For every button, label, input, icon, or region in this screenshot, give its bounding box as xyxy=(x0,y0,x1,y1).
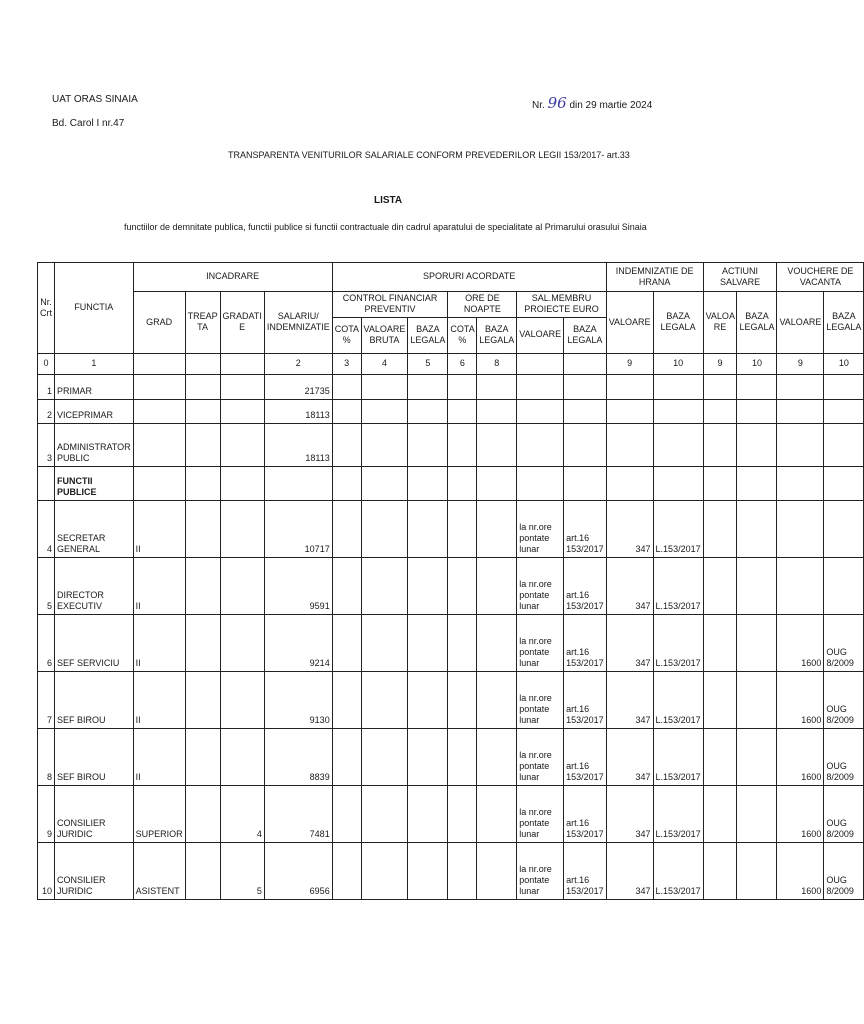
header-ore-noapte: ORE DE NOAPTE xyxy=(448,292,517,318)
row-nr: 5 xyxy=(38,557,55,614)
row-hrana-baza: L.153/2017 xyxy=(653,500,703,557)
row-functia: CONSILIER JURIDIC xyxy=(54,785,133,842)
row-hrana-baza xyxy=(653,466,703,500)
header-control: CONTROL FINANCIAR PREVENTIV xyxy=(332,292,448,318)
row-treapta xyxy=(185,423,220,466)
row-hrana-valoare: 347 xyxy=(606,728,653,785)
row-treapta xyxy=(185,842,220,899)
row-hrana-valoare xyxy=(606,374,653,399)
header-functia: FUNCTIA xyxy=(54,263,133,354)
row-proiect-baza xyxy=(564,374,607,399)
index-cell: 1 xyxy=(54,353,133,374)
row-treapta xyxy=(185,671,220,728)
row-hrana-baza xyxy=(653,374,703,399)
header-valoare-bruta: VALOARE BRUTA xyxy=(361,317,408,353)
row-nr: 7 xyxy=(38,671,55,728)
index-cell: 8 xyxy=(477,353,517,374)
row-treapta xyxy=(185,728,220,785)
row-salvare-valoare xyxy=(703,399,737,423)
header-gradatie: GRADATI E xyxy=(220,292,264,354)
row-cota xyxy=(332,614,361,671)
row-proiect-valoare: la nr.ore pontate lunar xyxy=(517,557,564,614)
number-label: Nr. xyxy=(532,100,545,111)
row-gradatie xyxy=(220,500,264,557)
row-hrana-valoare: 347 xyxy=(606,500,653,557)
row-baza-legala xyxy=(408,557,448,614)
row-baza-legala xyxy=(408,466,448,500)
row-ore-baza xyxy=(477,423,517,466)
row-voucher-valoare xyxy=(777,374,824,399)
row-voucher-baza xyxy=(824,500,864,557)
row-proiect-valoare: la nr.ore pontate lunar xyxy=(517,728,564,785)
table-body xyxy=(38,374,864,899)
row-cota xyxy=(332,423,361,466)
header-incadrare: INCADRARE xyxy=(133,263,332,292)
row-hrana-valoare: 347 xyxy=(606,842,653,899)
row-salariu: 10717 xyxy=(264,500,332,557)
row-nr: 10 xyxy=(38,842,55,899)
row-voucher-valoare: 1600 xyxy=(777,614,824,671)
row-cota xyxy=(332,671,361,728)
row-functia: PRIMAR xyxy=(54,374,133,399)
index-cell: 9 xyxy=(777,353,824,374)
row-salvare-baza xyxy=(737,500,777,557)
row-salariu: 18113 xyxy=(264,423,332,466)
index-cell: 10 xyxy=(737,353,777,374)
row-ore-cota xyxy=(448,466,477,500)
row-gradatie xyxy=(220,728,264,785)
index-cell xyxy=(517,353,564,374)
document-number xyxy=(532,94,652,112)
institution-name: UAT ORAS SINAIA xyxy=(52,94,138,105)
row-salvare-baza xyxy=(737,399,777,423)
row-hrana-valoare xyxy=(606,466,653,500)
row-hrana-baza xyxy=(653,423,703,466)
row-ore-baza xyxy=(477,557,517,614)
row-gradatie xyxy=(220,466,264,500)
row-voucher-valoare: 1600 xyxy=(777,785,824,842)
row-functia: CONSILIER JURIDIC xyxy=(54,842,133,899)
header-valoare: VALOARE xyxy=(517,317,564,353)
row-salvare-baza xyxy=(737,614,777,671)
row-proiect-valoare: la nr.ore pontate lunar xyxy=(517,614,564,671)
index-cell xyxy=(220,353,264,374)
row-functia: VICEPRIMAR xyxy=(54,399,133,423)
row-baza-legala xyxy=(408,785,448,842)
row-proiect-baza xyxy=(564,423,607,466)
row-salariu: 9214 xyxy=(264,614,332,671)
row-proiect-baza xyxy=(564,399,607,423)
table-row xyxy=(38,728,864,785)
row-ore-cota xyxy=(448,728,477,785)
row-ore-cota xyxy=(448,671,477,728)
row-cota xyxy=(332,557,361,614)
row-baza-legala xyxy=(408,399,448,423)
header-row-1 xyxy=(38,263,864,292)
row-proiect-valoare: la nr.ore pontate lunar xyxy=(517,500,564,557)
row-ore-baza xyxy=(477,500,517,557)
row-baza-legala xyxy=(408,374,448,399)
row-proiect-baza: art.16 153/2017 xyxy=(564,785,607,842)
table-row xyxy=(38,785,864,842)
header-hrana-baza: BAZA LEGALA xyxy=(653,292,703,354)
row-valoare-bruta xyxy=(361,785,408,842)
row-proiect-baza: art.16 153/2017 xyxy=(564,842,607,899)
row-proiect-baza: art.16 153/2017 xyxy=(564,500,607,557)
row-salariu xyxy=(264,466,332,500)
row-voucher-baza: OUG 8/2009 xyxy=(824,671,864,728)
table-row xyxy=(38,500,864,557)
index-cell: 6 xyxy=(448,353,477,374)
row-grad xyxy=(133,374,185,399)
row-ore-baza xyxy=(477,671,517,728)
row-ore-baza xyxy=(477,399,517,423)
row-nr xyxy=(38,466,55,500)
institution-address: Bd. Carol I nr.47 xyxy=(52,118,125,129)
row-voucher-baza xyxy=(824,374,864,399)
row-grad xyxy=(133,423,185,466)
row-salvare-valoare xyxy=(703,614,737,671)
header-treapta: TREAP TA xyxy=(185,292,220,354)
row-proiect-baza: art.16 153/2017 xyxy=(564,671,607,728)
row-voucher-baza: OUG 8/2009 xyxy=(824,614,864,671)
row-grad: II xyxy=(133,500,185,557)
header-row-2 xyxy=(38,292,864,318)
row-salvare-baza xyxy=(737,785,777,842)
row-voucher-valoare xyxy=(777,423,824,466)
row-salvare-valoare xyxy=(703,785,737,842)
header-grad: GRAD xyxy=(133,292,185,354)
row-voucher-baza: OUG 8/2009 xyxy=(824,728,864,785)
list-title: LISTA xyxy=(374,195,403,206)
row-salvare-valoare xyxy=(703,374,737,399)
row-salvare-baza xyxy=(737,557,777,614)
row-voucher-valoare xyxy=(777,466,824,500)
row-cota xyxy=(332,374,361,399)
index-cell: 9 xyxy=(606,353,653,374)
row-voucher-baza: OUG 8/2009 xyxy=(824,785,864,842)
row-baza-legala xyxy=(408,423,448,466)
row-hrana-baza xyxy=(653,399,703,423)
row-ore-baza xyxy=(477,374,517,399)
row-salariu: 7481 xyxy=(264,785,332,842)
row-hrana-valoare: 347 xyxy=(606,671,653,728)
row-nr: 8 xyxy=(38,728,55,785)
row-valoare-bruta xyxy=(361,374,408,399)
row-ore-baza xyxy=(477,785,517,842)
header-cota-2: COTA % xyxy=(448,317,477,353)
row-grad: II xyxy=(133,614,185,671)
row-baza-legala xyxy=(408,842,448,899)
table-row xyxy=(38,399,864,423)
row-salariu: 6956 xyxy=(264,842,332,899)
row-voucher-baza xyxy=(824,399,864,423)
row-proiect-valoare xyxy=(517,399,564,423)
row-treapta xyxy=(185,374,220,399)
row-hrana-valoare: 347 xyxy=(606,785,653,842)
row-salvare-baza xyxy=(737,423,777,466)
row-proiect-valoare xyxy=(517,466,564,500)
row-voucher-valoare xyxy=(777,399,824,423)
row-voucher-valoare: 1600 xyxy=(777,842,824,899)
row-hrana-valoare: 347 xyxy=(606,557,653,614)
row-functia: FUNCTII PUBLICE xyxy=(54,466,133,500)
row-salariu: 9591 xyxy=(264,557,332,614)
row-ore-baza xyxy=(477,614,517,671)
index-cell: 9 xyxy=(703,353,737,374)
row-hrana-baza: L.153/2017 xyxy=(653,785,703,842)
row-voucher-baza xyxy=(824,466,864,500)
row-voucher-baza: OUG 8/2009 xyxy=(824,842,864,899)
row-grad: ASISTENT xyxy=(133,842,185,899)
row-hrana-baza: L.153/2017 xyxy=(653,614,703,671)
index-cell xyxy=(133,353,185,374)
row-salvare-baza xyxy=(737,728,777,785)
row-cota xyxy=(332,728,361,785)
row-salvare-valoare xyxy=(703,466,737,500)
header-vouchere-valoare: VALOARE xyxy=(777,292,824,354)
row-nr: 9 xyxy=(38,785,55,842)
row-cota xyxy=(332,842,361,899)
document-date: din 29 martie 2024 xyxy=(569,100,653,111)
row-grad: II xyxy=(133,728,185,785)
row-ore-baza xyxy=(477,466,517,500)
header-baza-legala-3: BAZA LEGALA xyxy=(564,317,607,353)
row-salvare-valoare xyxy=(703,671,737,728)
row-gradatie xyxy=(220,399,264,423)
row-salvare-valoare xyxy=(703,728,737,785)
index-cell: 4 xyxy=(361,353,408,374)
row-valoare-bruta xyxy=(361,614,408,671)
header-nr: Nr. Crt xyxy=(38,263,55,354)
row-functia: SEF BIROU xyxy=(54,728,133,785)
row-gradatie xyxy=(220,557,264,614)
row-nr: 3 xyxy=(38,423,55,466)
row-baza-legala xyxy=(408,614,448,671)
table-row xyxy=(38,557,864,614)
header-salariu: SALARIU/ INDEMNIZATIE xyxy=(264,292,332,354)
header-cota: COTA % xyxy=(332,317,361,353)
row-salariu: 9130 xyxy=(264,671,332,728)
row-cota xyxy=(332,399,361,423)
row-salvare-valoare xyxy=(703,500,737,557)
header-hrana: INDEMNIZATIE DE HRANA xyxy=(606,263,703,292)
row-gradatie xyxy=(220,423,264,466)
row-valoare-bruta xyxy=(361,728,408,785)
row-baza-legala xyxy=(408,728,448,785)
row-baza-legala xyxy=(408,500,448,557)
row-nr: 2 xyxy=(38,399,55,423)
row-salvare-baza xyxy=(737,842,777,899)
row-valoare-bruta xyxy=(361,500,408,557)
row-hrana-baza: L.153/2017 xyxy=(653,671,703,728)
header-hrana-valoare: VALOARE xyxy=(606,292,653,354)
row-salariu: 18113 xyxy=(264,399,332,423)
row-valoare-bruta xyxy=(361,399,408,423)
row-voucher-valoare: 1600 xyxy=(777,728,824,785)
header-vouchere: VOUCHERE DE VACANTA xyxy=(777,263,864,292)
row-salariu: 8839 xyxy=(264,728,332,785)
row-valoare-bruta xyxy=(361,557,408,614)
row-hrana-valoare xyxy=(606,399,653,423)
row-ore-cota xyxy=(448,500,477,557)
row-nr: 1 xyxy=(38,374,55,399)
row-cota xyxy=(332,466,361,500)
row-treapta xyxy=(185,466,220,500)
row-grad xyxy=(133,399,185,423)
row-proiect-valoare xyxy=(517,374,564,399)
row-hrana-valoare: 347 xyxy=(606,614,653,671)
row-salvare-baza xyxy=(737,374,777,399)
header-baza-legala-2: BAZA LEGALA xyxy=(477,317,517,353)
header-baza-legala: BAZA LEGALA xyxy=(408,317,448,353)
row-voucher-valoare: 1600 xyxy=(777,671,824,728)
row-treapta xyxy=(185,785,220,842)
document-title: TRANSPARENTA VENITURILOR SALARIALE CONFORM PREVEDERILOR LEGII 153/2017- art.33 xyxy=(228,150,630,160)
index-row xyxy=(38,353,864,374)
row-proiect-valoare: la nr.ore pontate lunar xyxy=(517,671,564,728)
row-proiect-baza: art.16 153/2017 xyxy=(564,614,607,671)
row-ore-cota xyxy=(448,423,477,466)
row-ore-cota xyxy=(448,399,477,423)
row-valoare-bruta xyxy=(361,423,408,466)
header-salvare-baza: BAZA LEGALA xyxy=(737,292,777,354)
row-hrana-baza: L.153/2017 xyxy=(653,842,703,899)
index-cell: 3 xyxy=(332,353,361,374)
row-grad: II xyxy=(133,557,185,614)
header-salvare: ACTIUNI SALVARE xyxy=(703,263,777,292)
row-gradatie: 4 xyxy=(220,785,264,842)
row-valoare-bruta xyxy=(361,466,408,500)
row-salvare-valoare xyxy=(703,557,737,614)
table-row xyxy=(38,423,864,466)
row-ore-baza xyxy=(477,842,517,899)
row-hrana-baza: L.153/2017 xyxy=(653,557,703,614)
handwritten-number: 96 xyxy=(547,94,567,112)
row-functia: SEF BIROU xyxy=(54,671,133,728)
row-proiect-valoare: la nr.ore pontate lunar xyxy=(517,842,564,899)
index-cell: 10 xyxy=(653,353,703,374)
row-hrana-baza: L.153/2017 xyxy=(653,728,703,785)
index-cell xyxy=(185,353,220,374)
row-grad: II xyxy=(133,671,185,728)
table-row xyxy=(38,374,864,399)
salary-table xyxy=(37,262,864,900)
row-grad: SUPERIOR xyxy=(133,785,185,842)
table-row xyxy=(38,671,864,728)
row-salvare-baza xyxy=(737,466,777,500)
row-valoare-bruta xyxy=(361,842,408,899)
row-voucher-valoare xyxy=(777,500,824,557)
row-ore-baza xyxy=(477,728,517,785)
table-row xyxy=(38,842,864,899)
row-treapta xyxy=(185,557,220,614)
index-cell xyxy=(564,353,607,374)
row-nr: 4 xyxy=(38,500,55,557)
header-proiecte: SAL.MEMBRU PROIECTE EURO xyxy=(517,292,606,318)
row-ore-cota xyxy=(448,842,477,899)
header-sporuri: SPORURI ACORDATE xyxy=(332,263,606,292)
row-functia: SECRETAR GENERAL xyxy=(54,500,133,557)
row-salvare-valoare xyxy=(703,842,737,899)
row-proiect-valoare xyxy=(517,423,564,466)
row-gradatie xyxy=(220,614,264,671)
row-cota xyxy=(332,785,361,842)
row-gradatie: 5 xyxy=(220,842,264,899)
index-cell: 10 xyxy=(824,353,864,374)
row-grad xyxy=(133,466,185,500)
header-vouchere-baza: BAZA LEGALA xyxy=(824,292,864,354)
row-ore-cota xyxy=(448,614,477,671)
table-row xyxy=(38,614,864,671)
row-treapta xyxy=(185,399,220,423)
row-ore-cota xyxy=(448,374,477,399)
row-functia: SEF SERVICIU xyxy=(54,614,133,671)
list-subtitle: functiilor de demnitate publica, functii publice si functii contractuale din cadrul aparatului de specialitate al Primarului orasului Sinaia xyxy=(124,222,647,232)
table-row xyxy=(38,466,864,500)
row-voucher-baza xyxy=(824,557,864,614)
row-proiect-baza: art.16 153/2017 xyxy=(564,728,607,785)
row-functia: ADMINISTRATOR PUBLIC xyxy=(54,423,133,466)
row-treapta xyxy=(185,500,220,557)
row-proiect-baza xyxy=(564,466,607,500)
row-proiect-valoare: la nr.ore pontate lunar xyxy=(517,785,564,842)
row-voucher-valoare xyxy=(777,557,824,614)
row-voucher-baza xyxy=(824,423,864,466)
row-salariu: 21735 xyxy=(264,374,332,399)
row-valoare-bruta xyxy=(361,671,408,728)
row-ore-cota xyxy=(448,557,477,614)
row-functia: DIRECTOR EXECUTIV xyxy=(54,557,133,614)
row-baza-legala xyxy=(408,671,448,728)
row-treapta xyxy=(185,614,220,671)
index-cell: 5 xyxy=(408,353,448,374)
row-nr: 6 xyxy=(38,614,55,671)
row-salvare-baza xyxy=(737,671,777,728)
row-gradatie xyxy=(220,374,264,399)
row-proiect-baza: art.16 153/2017 xyxy=(564,557,607,614)
row-ore-cota xyxy=(448,785,477,842)
index-cell: 2 xyxy=(264,353,332,374)
row-gradatie xyxy=(220,671,264,728)
row-cota xyxy=(332,500,361,557)
index-cell: 0 xyxy=(38,353,55,374)
header-salvare-valoare: VALOA RE xyxy=(703,292,737,354)
row-salvare-valoare xyxy=(703,423,737,466)
row-hrana-valoare xyxy=(606,423,653,466)
